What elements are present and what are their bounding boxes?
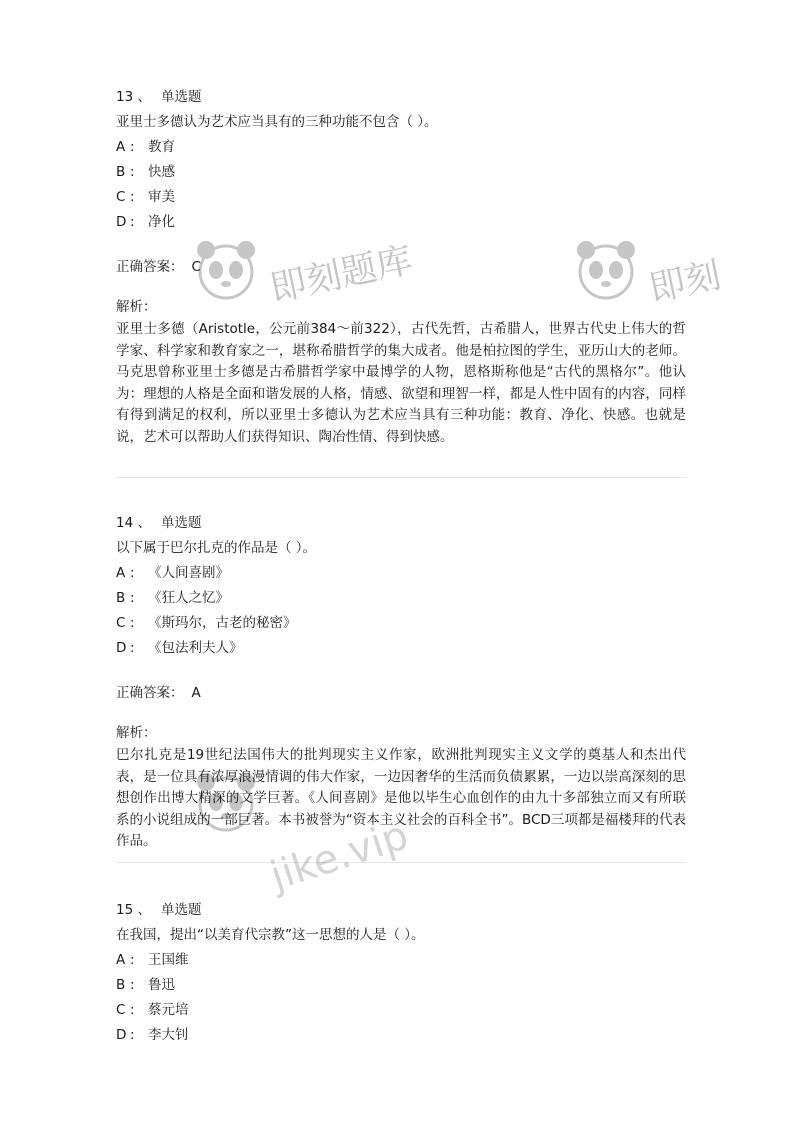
watermark-url: jike.vip bbox=[265, 812, 414, 900]
option-text: 《斯玛尔，古老的秘密》 bbox=[148, 615, 297, 631]
divider bbox=[116, 862, 686, 863]
option-text: 教育 bbox=[148, 139, 175, 155]
option-letter: A bbox=[116, 952, 126, 968]
watermark-brand-partial: 即刻 bbox=[645, 254, 725, 310]
question-14 bbox=[116, 511, 686, 853]
option-text: 《狂人之忆》 bbox=[148, 590, 229, 606]
question-header bbox=[116, 511, 686, 535]
option-letter: B bbox=[116, 977, 126, 993]
option-letter: D bbox=[116, 640, 127, 656]
option-letter: C bbox=[116, 1002, 126, 1018]
option-text: 《人间喜剧》 bbox=[148, 565, 229, 581]
answer-label: 正确答案： bbox=[116, 259, 184, 275]
option-text: 净化 bbox=[148, 214, 175, 230]
option-text: 王国维 bbox=[148, 952, 189, 968]
option-letter: D bbox=[116, 214, 127, 230]
option-text: 鲁迅 bbox=[148, 977, 175, 993]
analysis-label: 解析： bbox=[116, 725, 157, 741]
question-type: 单选题 bbox=[160, 515, 202, 531]
question-header bbox=[116, 898, 686, 922]
watermark-brand: 即刻题库 bbox=[266, 239, 417, 310]
option-b: B : 快感 bbox=[116, 160, 686, 185]
option-text: 李大钊 bbox=[148, 1027, 189, 1043]
option-letter: C bbox=[116, 615, 126, 631]
option-a: A : 教育 bbox=[116, 135, 686, 160]
option-letter: A bbox=[116, 565, 126, 581]
question-header bbox=[116, 85, 686, 109]
question-13 bbox=[116, 85, 686, 449]
question-stem: 以下属于巴尔扎克的作品是（ ）。 bbox=[116, 540, 317, 556]
analysis-text: 亚里士多德（Aristotle，公元前384～前322），古代先哲，古希腊人，世界古代史上伟大的哲学家、科学家和教育家之一，堪称希腊哲学的集大成者。他是柏拉图的学生，亚历山大的老师。马克思曾称亚里士多德是古希腊哲学家中最博学的人物，恩格斯称他是“古代的黑格尔”。他认为：理想的人格是全面和谐发展的人格，情感、欲望和理智一样，都是人性中固有的内容，同样有得到满足的权利，所以亚里士多德认为艺术应当具有三种功能：教育、净化、快感。也就是说，艺术可以帮助人们获得知识、陶冶性情、得到快感。 bbox=[116, 321, 686, 445]
question-number: 15 、 bbox=[116, 902, 151, 918]
question-stem: 亚里士多德认为艺术应当具有的三种功能不包含（ ）。 bbox=[116, 114, 438, 130]
option-letter: C bbox=[116, 189, 126, 205]
option-letter: A bbox=[116, 139, 126, 155]
option-letter: B bbox=[116, 164, 126, 180]
divider bbox=[116, 477, 686, 478]
option-text: 审美 bbox=[148, 189, 175, 205]
option-a: A : 《人间喜剧》 bbox=[116, 561, 686, 586]
answer-row bbox=[116, 681, 686, 705]
question-stem: 在我国，提出“以美育代宗教”这一思想的人是（ ）。 bbox=[116, 927, 425, 943]
option-text: 蔡元培 bbox=[148, 1002, 189, 1018]
question-number: 13 、 bbox=[116, 89, 151, 105]
option-d: D : 《包法利夫人》 bbox=[116, 636, 686, 661]
option-text: 《包法利夫人》 bbox=[148, 640, 243, 656]
analysis-text: 巴尔扎克是19世纪法国伟大的批判现实主义作家，欧洲批判现实主义文学的奠基人和杰出代表，是一位具有浓厚浪漫情调的伟大作家，一边因奢华的生活而负债累累，一边以崇高深刻的思想创作出博大精深的文学巨著。《人间喜剧》是他以毕生心血创作的由九十多部独立而又有所联系的小说组成的一部巨著。本书被誉为“资本主义社会的百科全书”。BCD三项都是福楼拜的代表作品。 bbox=[116, 747, 686, 850]
option-text: 快感 bbox=[148, 164, 175, 180]
option-c: C : 审美 bbox=[116, 185, 686, 210]
analysis-label: 解析： bbox=[116, 299, 157, 315]
question-15 bbox=[116, 898, 686, 1048]
option-c: C : 蔡元培 bbox=[116, 998, 686, 1023]
question-type: 单选题 bbox=[160, 89, 202, 105]
option-letter: D bbox=[116, 1027, 127, 1043]
option-b: B : 鲁迅 bbox=[116, 973, 686, 998]
answer-value: C bbox=[191, 259, 201, 275]
question-type: 单选题 bbox=[160, 902, 202, 918]
option-d: D : 净化 bbox=[116, 210, 686, 235]
answer-row bbox=[116, 255, 686, 279]
question-number: 14 、 bbox=[116, 515, 151, 531]
answer-value: A bbox=[191, 685, 201, 701]
answer-label: 正确答案： bbox=[116, 685, 184, 701]
option-c: C : 《斯玛尔，古老的秘密》 bbox=[116, 611, 686, 636]
option-d: D : 李大钊 bbox=[116, 1023, 686, 1048]
option-b: B : 《狂人之忆》 bbox=[116, 586, 686, 611]
option-a: A : 王国维 bbox=[116, 948, 686, 973]
option-letter: B bbox=[116, 590, 126, 606]
